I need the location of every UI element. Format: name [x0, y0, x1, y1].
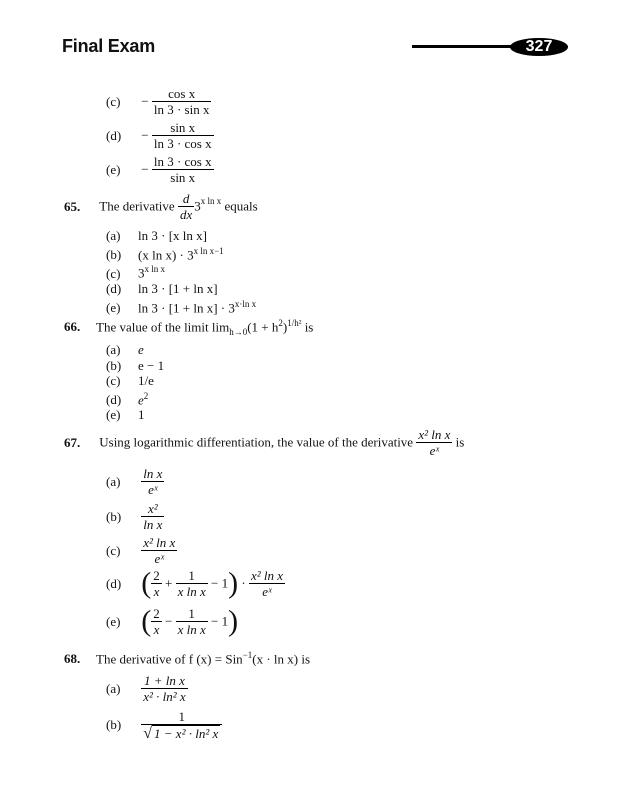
q65-options: [106, 228, 256, 315]
q67-option-e: (e) ( $\frac{2}{x}$ − $\frac{1}{\text{x ln x}}$ − 1): [106, 604, 239, 638]
q67-option-a: (a) $\frac{\text{ln x}}{\text{eˣ}}$: [106, 466, 163, 497]
q65-option-e: (e) $\ln 3 \cdot [1 + \ln x] \cdot 3^{x\cdot ln x}$: [106, 298, 257, 315]
q67-option-d: (d) ( $\frac{2}{x}$ + $\frac{1}{\text{x ln x}}$ − 1) · $\frac{\text{x² ln x}}{\text{eˣ}}$: [106, 566, 283, 600]
q66-options: [106, 342, 164, 423]
q65-option-d: (d) ln 3 · [1 + ln x]: [106, 281, 218, 297]
q66-stem: 66. The value of the limit $\lim_{h\to 0}(1 + h^2)^{1/h^2}$ is: [64, 318, 314, 337]
q67-stem: 67. Using logarithmic differentiation, the value of the derivative $\frac{\text{x² ln x}}{\text{eˣ}}$ is: [64, 427, 465, 458]
q66-option-d: (d) $e^2$: [106, 390, 149, 407]
q66-option-c: (c) 1/e: [106, 373, 154, 388]
page-title: Final Exam: [62, 36, 156, 56]
q68-stem: 68. The derivative of f (x) = Sin$^{-1}$(x · ln x) is: [64, 650, 311, 667]
q66-option-b: (b) e − 1: [106, 357, 165, 373]
q64-option-e: (e) − $\frac{\text{ln 3 · cos x}}{\text{sin x}}$: [106, 154, 212, 185]
q67-option-c: (c) $\frac{\text{x² ln x}}{\text{eˣ}}$: [106, 535, 176, 566]
q66-option-a: (a) e: [106, 342, 144, 357]
q64-option-c: (c) − $\frac{\text{cos x}}{\text{ln 3 · sin x}}$: [106, 86, 210, 117]
q68-option-a: (a) $\frac{\text{1 + ln x}}{\text{x² · ln² x}}$: [106, 673, 186, 704]
q65-stem: 65. The derivative $\frac{d}{dx}$ $3^{x ln x}$ equals: [64, 191, 258, 222]
q65-option-a: (a) ln 3 · [x ln x]: [106, 228, 207, 243]
q67-option-b: (b) $\frac{\text{x²}}{\text{ln x}}$: [106, 501, 163, 532]
q65-option-c: (c) $3^{x ln x}$: [106, 264, 166, 281]
q66-option-e: (e) 1: [106, 407, 145, 423]
q68-option-b: (b) $\frac{1}{\text{√ 1 − x² · ln² x}}$: [106, 709, 222, 741]
page-number-badge: 327: [510, 38, 568, 56]
q65-option-b: (b) (x $\ln x) \cdot 3^{x ln x-1}$: [106, 245, 224, 262]
header-rule: [412, 45, 524, 48]
q64-option-d: (d) − $\frac{\text{sin x}}{\text{ln 3 · cos x}}$: [106, 120, 212, 151]
